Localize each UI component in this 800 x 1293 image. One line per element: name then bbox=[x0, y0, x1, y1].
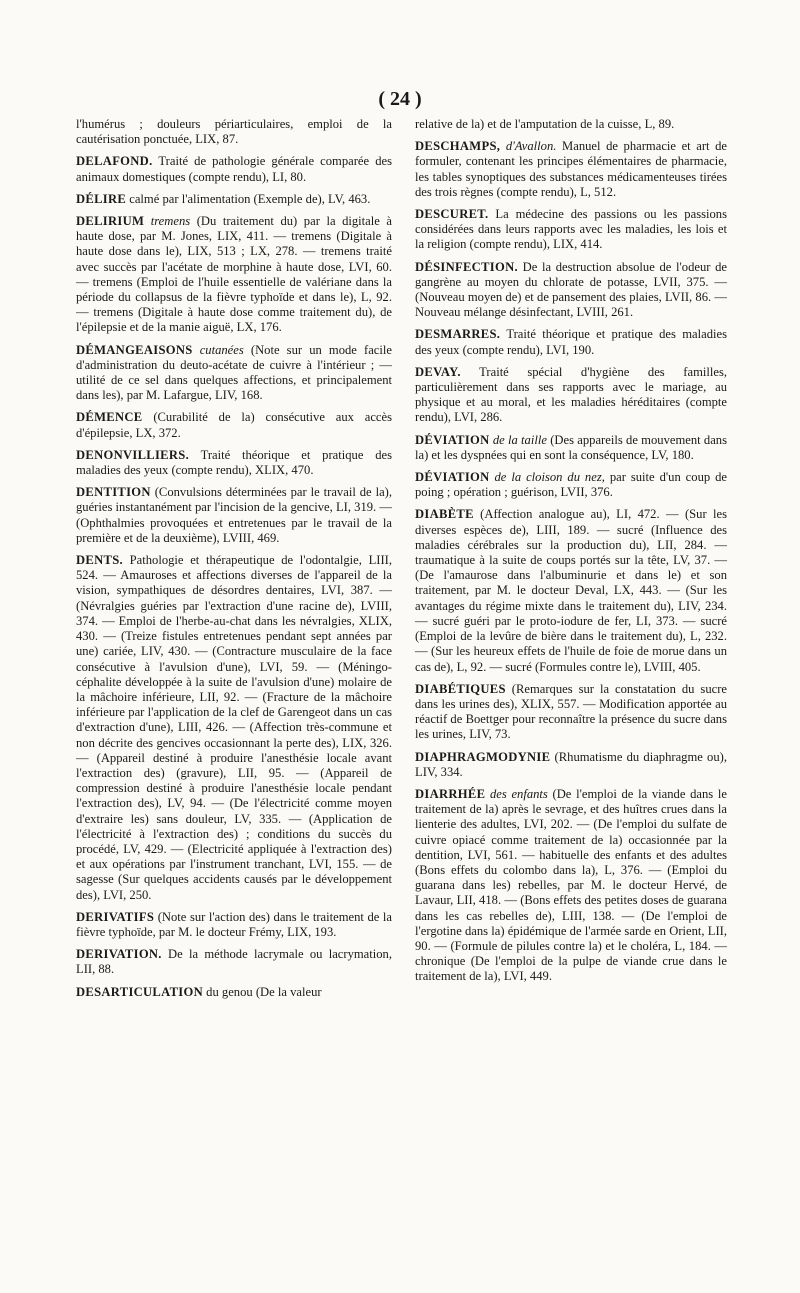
index-entry bbox=[76, 448, 392, 478]
index-entry bbox=[76, 910, 392, 940]
entry-text: calmé par l'alimentation (Exemple de), LV, 463. bbox=[129, 191, 371, 206]
entry-qualifier: tremens bbox=[150, 214, 191, 229]
entry-headword: DERIVATION. bbox=[76, 947, 162, 962]
entry-headword: DESARTICULATION bbox=[76, 984, 203, 999]
index-entry bbox=[415, 507, 727, 674]
index-entry bbox=[415, 327, 727, 357]
index-entry bbox=[76, 343, 392, 404]
entry-headword: DIABÈTE bbox=[415, 507, 474, 522]
index-entry bbox=[76, 117, 392, 147]
index-entry bbox=[415, 433, 727, 463]
index-entry bbox=[76, 192, 392, 207]
index-entry bbox=[415, 207, 727, 253]
entry-headword: DERIVATIFS bbox=[76, 909, 155, 924]
index-entry bbox=[415, 682, 727, 743]
entry-headword: DENTS. bbox=[76, 553, 123, 568]
index-entry bbox=[76, 214, 392, 336]
entry-text: De la destruction absolue de l'odeur de gangrène au moyen du chlorate de potasse, LVII, 375. — (Nouveau moyen de) et de pansement des plaies, LVII, 86. — Nouveau mélange désinfectant, LVIII, 261. bbox=[415, 259, 727, 320]
index-entry bbox=[76, 553, 392, 903]
entry-headword: DENONVILLIERS. bbox=[76, 447, 190, 462]
index-entry bbox=[76, 154, 392, 184]
entry-qualifier: d'Avallon. bbox=[505, 139, 557, 154]
index-entry bbox=[415, 470, 727, 500]
entry-headword: DIAPHRAGMODYNIE bbox=[415, 749, 551, 764]
entry-text: Pathologie et thérapeutique de l'odontalgie, LIII, 524. — Amauroses et affections diverses de l'appareil de la vision, sympathiques de désordres dentaires, LVI, 387. — (Névralgies guéries par l'extraction d'une racine de), LVIII, 374. — Emploi de l'herbe-au-chat dans les névralgies, XLIX, 430. — (Treize fistules entretenues pendant sept années par une) cariée, LIV, 430. — (Contracture musculaire de la face consécutive à l'avulsion d'une), LVI, 59. — (Méningo-céphalite développée à la suite de l'avulsion d'une) molaire de la mâchoire inférieure, LII, 92. — (Fracture de la mâchoire inférieure par l'application de la clef de Garengeot dans un cas d'extraction d'une), LIII, 426. — (Affection très-commune et non décrite des gencives occasionnant la perte des), LIX, 326. — (Appareil destiné à produire l'anesthésie locale avant l'extraction des) (gravure), LII, 95. — (Appareil de compression destiné à produire l'anesthésie locale pendant l'extraction des), LV, 94. — (De l'électricité comme moyen d'extraire les) sans douleur, LV, 335. — (Application de l'électricité à l'extraction des) ; conditions du succès du procédé, LV, 429. — (Electricité appliquée à l'extraction des) et aux opérations par l'instrument tranchant, LVI, 155. — de sagesse (Sur quelques accidents causés par le développement des), LVI, 250. bbox=[76, 553, 392, 902]
entry-text: De la méthode lacrymale ou lacrymation, LII, 88. bbox=[76, 947, 392, 977]
entry-text: Traité théorique et pratique des maladies des yeux (compte rendu), LVI, 190. bbox=[415, 327, 727, 357]
index-entry bbox=[76, 485, 392, 546]
entry-text: Traité spécial d'hygiène des familles, particulièrement dans ses rapports avec le mariage, au physique et au moral, et les maladies héréditaires (compte rendu), LVI, 286. bbox=[415, 364, 727, 425]
entry-text: (Convulsions déterminées par le travail de la), guéries instantanément par l'incision de la gencive, LI, 319. — (Ophthalmies provoquées et entretenues par le travail de la première et de la deuxième), LVIII, 469. bbox=[76, 485, 392, 545]
entry-text: (Note sur l'action des) dans le traitement de la fièvre typhoïde, par M. le docteur Frémy, LIX, 193. bbox=[76, 909, 392, 939]
page-number: ( 24 ) bbox=[378, 88, 422, 110]
entry-text: (Note sur un mode facile d'administration du deuto-acétate de cuivre à l'intérieur ; — utilité de ce sel dans quelques affections, et principalement dans les), par M. Lafargue, LIV, 168. bbox=[76, 342, 392, 403]
left-column bbox=[76, 117, 392, 1007]
index-entry bbox=[415, 365, 727, 426]
entry-headword: DIABÉTIQUES bbox=[415, 681, 506, 696]
entry-text: relative de la) et de l'amputation de la cuisse, L, 89. bbox=[415, 117, 675, 131]
entry-headword: DENTITION bbox=[76, 485, 151, 500]
entry-headword: DIARRHÉE bbox=[415, 786, 486, 801]
index-entry bbox=[76, 410, 392, 440]
entry-text: l'humérus ; douleurs périarticulaires, emploi de la cautérisation ponctuée, LIX, 87. bbox=[76, 117, 392, 147]
entry-text: (Rhumatisme du diaphragme ou), LIV, 334. bbox=[415, 749, 727, 779]
entry-headword: DÉSINFECTION. bbox=[415, 259, 518, 274]
index-entry bbox=[415, 750, 727, 780]
entry-text: du genou (De la valeur bbox=[206, 984, 322, 999]
entry-qualifier: des enfants bbox=[489, 786, 548, 801]
entry-headword: DELIRIUM bbox=[76, 214, 145, 229]
entry-headword: DÉMANGEAISONS bbox=[76, 342, 193, 357]
entry-text: Traité de pathologie générale comparée des animaux domestiques (compte rendu), LI, 80. bbox=[76, 154, 392, 184]
entry-text: (Affection analogue au), LI, 472. — (Sur les diverses espèces de), LIII, 189. — sucré (Influence des maladies cérébrales sur la production du), LII, 284. — traumatique à la suite de coups portés sur la tête, LV, 37. — (De l'amaurose dans l'albuminurie et dans le) et son traitement, par M. le docteur Deval, LX, 443. — (Sur les avantages du régime mixte dans le traitement du), LIV, 234. — sucré guéri par le proto-iodure de fer, LI, 373. — sucré (Emploi de la levûre de bière dans le traitement du), L, 232. — (Sur les heureux effets de l'huile de foie de morue dans un cas de), L, 92. — sucré (Formules contre le), LVIII, 405. bbox=[415, 507, 727, 674]
entry-text: (De l'emploi de la viande dans le traitement de la) après le sevrage, et des huîtres crues dans la lienterie des adultes, LVI, 202. — (De l'emploi du sulfate de cuivre opiacé comme traitement de la) occasionnée par la dentition, LVI, 561. — habituelle des enfants et des adultes (Bons effets du colombo dans la), L, 376. — (Emploi du guarana dans les) rebelles, par M. le docteur Hervé, de Lavaur, LII, 418. — (Bons effets des petites doses de guarana dans les cas rebelles de), LIII, 138. — (De l'emploi de l'ergotine dans la) épidémique de l'armée sarde en Orient, LII, 90. — (Formule de pilules contre la) et le choléra, L, 184. — chronique (De l'emploi de la pulpe de viande crue dans le traitement de la), LVI, 449. bbox=[415, 786, 727, 984]
entry-text: Manuel de pharmacie et art de formuler, contenant les principes élémentaires de pharmacie, les tables synoptiques des substances médicamenteuses tirées des trois règnes (compte rendu), L, 512. bbox=[415, 139, 727, 199]
index-entry bbox=[415, 260, 727, 321]
entry-text: (Des appareils de mouvement dans la) et les dyspnées qui en sont la conséquence, LV, 180. bbox=[415, 432, 727, 462]
entry-headword: DÉLIRE bbox=[76, 191, 127, 206]
entry-text: (Du traitement du) par la digitale à haute dose, par M. Jones, LIX, 411. — tremens (Digitale à haute dose dans le), LIX, 513 ; LX, 278. — tremens traité avec succès par l'acétate de morphine à haute dose, LVI, 60. — tremens (Emploi de l'huile essentielle de valériane dans la période du collapsus de la fièvre typhoïde et dans le), L, 92. — tremens (Digitale à haute dose comme traitement du), de l'épilepsie et de la manie aiguë, LX, 176. bbox=[76, 214, 392, 335]
entry-headword: DESCURET. bbox=[415, 207, 489, 222]
entry-qualifier: cutanées bbox=[199, 342, 244, 357]
entry-text: (Remarques sur la constatation du sucre dans les urines des), XLIX, 557. — Modification apportée au réactif de Boettger pour reconnaître la présence du sucre dans les urines, LIV, 73. bbox=[415, 681, 727, 742]
index-entry bbox=[415, 117, 727, 132]
index-entry bbox=[415, 139, 727, 200]
entry-text: (Curabilité de la) consécutive aux accès d'épilepsie, LX, 372. bbox=[76, 410, 393, 440]
index-entry bbox=[415, 787, 727, 985]
entry-text: par suite d'un coup de poing ; opération ; guérison, LVII, 376. bbox=[415, 470, 727, 500]
entry-text: La médecine des passions ou les passions considérées dans leurs rapports avec les maladies, les lois et la religion (compte rendu), LIX, 414. bbox=[415, 207, 727, 252]
entry-qualifier: de la cloison du nez, bbox=[494, 470, 605, 485]
entry-text: Traité théorique et pratique des maladies des yeux (compte rendu), XLIX, 470. bbox=[76, 447, 392, 478]
entry-headword: DEVAY. bbox=[415, 364, 461, 379]
index-entry bbox=[76, 985, 392, 1000]
right-column bbox=[415, 117, 727, 992]
entry-headword: DESCHAMPS, bbox=[415, 139, 501, 154]
entry-headword: DÉVIATION bbox=[415, 470, 490, 485]
entry-headword: DÉVIATION bbox=[415, 432, 490, 447]
entry-headword: DÉMENCE bbox=[76, 410, 143, 425]
entry-headword: DESMARRES. bbox=[415, 327, 501, 342]
entry-qualifier: de la taille bbox=[492, 432, 547, 447]
entry-headword: DELAFOND. bbox=[76, 154, 153, 169]
index-entry bbox=[76, 947, 392, 977]
